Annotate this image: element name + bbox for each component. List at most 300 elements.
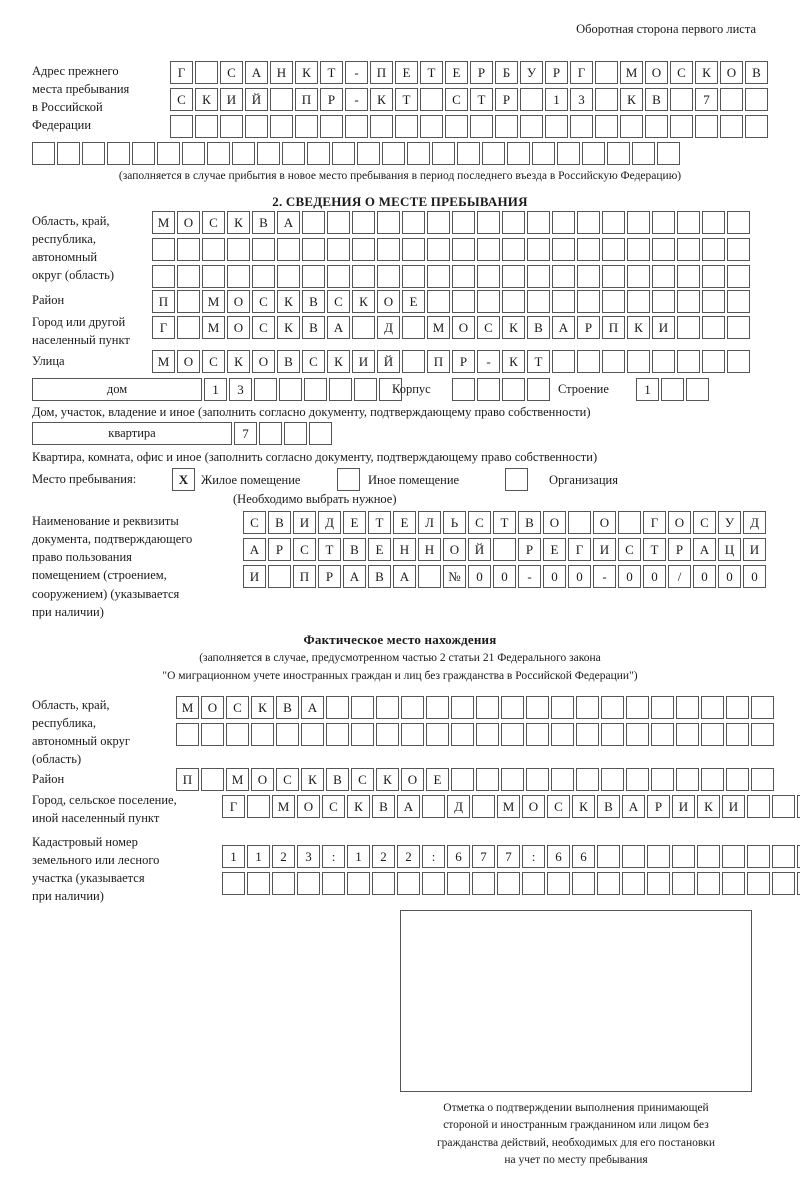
prev-address-r2-cell-9[interactable]: К (370, 88, 393, 111)
section3-region-r1-cell-18[interactable] (601, 696, 624, 719)
section2-city-cell-10[interactable]: Д (377, 316, 400, 339)
section3-district-cell-12[interactable] (451, 768, 474, 791)
section3-city-cell-4[interactable]: О (297, 795, 320, 818)
korpus-cell-3[interactable] (502, 378, 525, 401)
cadastre-r1-cell-8[interactable]: 2 (397, 845, 420, 868)
section3-city-cell-23[interactable] (772, 795, 795, 818)
section3-region-r2-cell-5[interactable] (276, 723, 299, 746)
prev-address-r3-cell-2[interactable] (195, 115, 218, 138)
doc-r1-cell-12[interactable]: В (518, 511, 541, 534)
section2-street-cell-21[interactable] (652, 350, 675, 373)
prev-address-r1-cell-20[interactable]: О (645, 61, 668, 84)
prev-address-r1-cell-21[interactable]: С (670, 61, 693, 84)
doc-r3-cell-19[interactable]: 0 (693, 565, 716, 588)
doc-r2-cell-8[interactable]: Н (418, 538, 441, 561)
korpus-cell-1[interactable] (452, 378, 475, 401)
doc-r3-cell-6[interactable]: В (368, 565, 391, 588)
doc-r2-cell-3[interactable]: С (293, 538, 316, 561)
cadastre-r2-cell-3[interactable] (272, 872, 295, 895)
section2-street-cell-4[interactable]: К (227, 350, 250, 373)
prev-address-r1-cell-12[interactable]: Е (445, 61, 468, 84)
section2-region-r3-cell-7[interactable] (302, 265, 325, 288)
cadastre-r2-cell-14[interactable] (547, 872, 570, 895)
section3-district-cell-20[interactable] (651, 768, 674, 791)
flat-cell-2[interactable] (259, 422, 282, 445)
section2-region-r3-cell-4[interactable] (227, 265, 250, 288)
section2-city-cell-4[interactable]: О (227, 316, 250, 339)
cadastre-r1-cell-3[interactable]: 2 (272, 845, 295, 868)
section2-region-r2-cell-11[interactable] (402, 238, 425, 261)
doc-r1-cell-19[interactable]: С (693, 511, 716, 534)
section2-district-cell-6[interactable]: К (277, 290, 300, 313)
section2-street-cell-16[interactable]: Т (527, 350, 550, 373)
prev-address-r3-cell-22[interactable] (695, 115, 718, 138)
section3-region-r2-cell-9[interactable] (376, 723, 399, 746)
section2-region-r1-cell-22[interactable] (677, 211, 700, 234)
cadastre-r1-cell-10[interactable]: 6 (447, 845, 470, 868)
section2-region-r2-cell-1[interactable] (152, 238, 175, 261)
section3-region-r1-cell-19[interactable] (626, 696, 649, 719)
section3-district-cell-5[interactable]: С (276, 768, 299, 791)
prev-address-r3-cell-15[interactable] (520, 115, 543, 138)
prev-address-r2-cell-13[interactable]: Т (470, 88, 493, 111)
section3-city-cell-18[interactable]: Р (647, 795, 670, 818)
prev-address-r1-cell-17[interactable]: Г (570, 61, 593, 84)
prev-address-r4-cell-22[interactable] (557, 142, 580, 165)
flat-cell-1[interactable]: 7 (234, 422, 257, 445)
section2-street-cell-20[interactable] (627, 350, 650, 373)
section3-region-r2-cell-7[interactable] (326, 723, 349, 746)
doc-r1-cell-9[interactable]: Ь (443, 511, 466, 534)
section2-region-r1-cell-18[interactable] (577, 211, 600, 234)
section2-street-cell-10[interactable]: Й (377, 350, 400, 373)
section3-region-r1-cell-10[interactable] (401, 696, 424, 719)
cadastre-r1-cell-20[interactable] (697, 845, 720, 868)
section2-city-cell-20[interactable]: К (627, 316, 650, 339)
house-cell-2[interactable]: 3 (229, 378, 252, 401)
doc-r3-cell-11[interactable]: 0 (493, 565, 516, 588)
prev-address-r3-cell-4[interactable] (245, 115, 268, 138)
section2-region-r3-cell-11[interactable] (402, 265, 425, 288)
section3-district-cell-6[interactable]: К (301, 768, 324, 791)
section3-district-cell-14[interactable] (501, 768, 524, 791)
section2-city-cell-3[interactable]: М (202, 316, 225, 339)
prev-address-r1-cell-10[interactable]: Е (395, 61, 418, 84)
section2-street-cell-2[interactable]: О (177, 350, 200, 373)
section2-district-cell-3[interactable]: М (202, 290, 225, 313)
section2-street-cell-19[interactable] (602, 350, 625, 373)
prev-address-r4-cell-1[interactable] (32, 142, 55, 165)
doc-r1-cell-18[interactable]: О (668, 511, 691, 534)
section2-city-cell-1[interactable]: Г (152, 316, 175, 339)
doc-r2-cell-5[interactable]: В (343, 538, 366, 561)
prev-address-r2-cell-1[interactable]: С (170, 88, 193, 111)
prev-address-r1-cell-6[interactable]: К (295, 61, 318, 84)
section2-region-r2-cell-10[interactable] (377, 238, 400, 261)
doc-r2-cell-2[interactable]: Р (268, 538, 291, 561)
prev-address-r4-cell-10[interactable] (257, 142, 280, 165)
section3-city-cell-22[interactable] (747, 795, 770, 818)
section3-region-r2-cell-12[interactable] (451, 723, 474, 746)
section2-region-r2-cell-24[interactable] (727, 238, 750, 261)
section3-city-cell-13[interactable]: О (522, 795, 545, 818)
section3-city-cell-16[interactable]: В (597, 795, 620, 818)
section2-street-cell-1[interactable]: М (152, 350, 175, 373)
prev-address-r3-cell-21[interactable] (670, 115, 693, 138)
section2-district-cell-10[interactable]: О (377, 290, 400, 313)
section2-district-cell-19[interactable] (602, 290, 625, 313)
section3-region-r1-cell-24[interactable] (751, 696, 774, 719)
section3-city-cell-17[interactable]: А (622, 795, 645, 818)
section3-region-r2-cell-16[interactable] (551, 723, 574, 746)
section3-region-r1-cell-5[interactable]: В (276, 696, 299, 719)
prev-address-r2-cell-4[interactable]: Й (245, 88, 268, 111)
doc-r3-cell-10[interactable]: 0 (468, 565, 491, 588)
cadastre-r1-cell-11[interactable]: 7 (472, 845, 495, 868)
doc-r2-cell-10[interactable]: Й (468, 538, 491, 561)
section2-district-cell-12[interactable] (427, 290, 450, 313)
cadastre-r1-cell-18[interactable] (647, 845, 670, 868)
prev-address-r2-cell-2[interactable]: К (195, 88, 218, 111)
section3-district-cell-24[interactable] (751, 768, 774, 791)
section2-street-cell-8[interactable]: К (327, 350, 350, 373)
prev-address-r2-cell-16[interactable]: 1 (545, 88, 568, 111)
prev-address-r2-cell-12[interactable]: С (445, 88, 468, 111)
doc-r3-cell-13[interactable]: 0 (543, 565, 566, 588)
section2-region-r1-cell-14[interactable] (477, 211, 500, 234)
cadastre-r2-cell-20[interactable] (697, 872, 720, 895)
cadastre-r1-cell-16[interactable] (597, 845, 620, 868)
prev-address-r4-cell-4[interactable] (107, 142, 130, 165)
house-cell-5[interactable] (304, 378, 327, 401)
stroenie-cells[interactable] (636, 378, 709, 401)
section2-region-r1-cell-6[interactable]: А (277, 211, 300, 234)
section3-district-cell-8[interactable]: С (351, 768, 374, 791)
section3-district-cell-3[interactable]: М (226, 768, 249, 791)
section3-region-r1-cell-6[interactable]: А (301, 696, 324, 719)
doc-r2-cell-6[interactable]: Е (368, 538, 391, 561)
section3-region-r2-cell-22[interactable] (701, 723, 724, 746)
stay-type-checkbox-organization[interactable] (505, 468, 528, 491)
prev-address-r3-cell-3[interactable] (220, 115, 243, 138)
flat-cells[interactable] (234, 422, 332, 445)
doc-r2-cell-20[interactable]: Ц (718, 538, 741, 561)
cadastre-r2-cell-19[interactable] (672, 872, 695, 895)
cadastre-r2-cell-7[interactable] (372, 872, 395, 895)
prev-address-r2-cell-5[interactable] (270, 88, 293, 111)
section2-district-cell-21[interactable] (652, 290, 675, 313)
house-cell-7[interactable] (354, 378, 377, 401)
doc-r3-cell-12[interactable]: - (518, 565, 541, 588)
doc-r1-cell-20[interactable]: У (718, 511, 741, 534)
korpus-cell-2[interactable] (477, 378, 500, 401)
section3-region-r2-cell-13[interactable] (476, 723, 499, 746)
section2-street-cell-14[interactable]: - (477, 350, 500, 373)
section2-street-cell-17[interactable] (552, 350, 575, 373)
section2-region-row-3[interactable] (152, 265, 750, 288)
cadastre-r2-cell-10[interactable] (447, 872, 470, 895)
prev-address-r4-cell-17[interactable] (432, 142, 455, 165)
section2-region-r3-cell-23[interactable] (702, 265, 725, 288)
section3-city-cell-5[interactable]: С (322, 795, 345, 818)
section2-city-cell-2[interactable] (177, 316, 200, 339)
section2-region-r1-cell-5[interactable]: В (252, 211, 275, 234)
section2-region-r1-cell-23[interactable] (702, 211, 725, 234)
prev-address-r1-cell-2[interactable] (195, 61, 218, 84)
section3-city-cell-7[interactable]: В (372, 795, 395, 818)
section2-district-cell-15[interactable] (502, 290, 525, 313)
cadastre-r1-cell-13[interactable]: : (522, 845, 545, 868)
section3-district-cell-15[interactable] (526, 768, 549, 791)
section2-region-r2-cell-14[interactable] (477, 238, 500, 261)
cadastre-r1-cell-5[interactable]: : (322, 845, 345, 868)
section2-district-cell-4[interactable]: О (227, 290, 250, 313)
prev-address-r2-cell-14[interactable]: Р (495, 88, 518, 111)
section2-city-cell-6[interactable]: К (277, 316, 300, 339)
doc-r2-cell-21[interactable]: И (743, 538, 766, 561)
section3-region-r2-cell-21[interactable] (676, 723, 699, 746)
section3-region-r2-cell-1[interactable] (176, 723, 199, 746)
cadastre-r2-cell-4[interactable] (297, 872, 320, 895)
section2-city-cell-23[interactable] (702, 316, 725, 339)
section3-district-cell-11[interactable]: Е (426, 768, 449, 791)
prev-address-r1-cell-24[interactable]: В (745, 61, 768, 84)
doc-r2-cell-14[interactable]: Г (568, 538, 591, 561)
cadastre-r2-cell-12[interactable] (497, 872, 520, 895)
doc-r3-cell-16[interactable]: 0 (618, 565, 641, 588)
cadastre-r2-cell-11[interactable] (472, 872, 495, 895)
section3-region-r1-cell-8[interactable] (351, 696, 374, 719)
doc-r1-cell-14[interactable] (568, 511, 591, 534)
prev-address-r3-cell-9[interactable] (370, 115, 393, 138)
prev-address-r1-cell-16[interactable]: Р (545, 61, 568, 84)
doc-row-1[interactable] (243, 511, 766, 534)
section2-region-r2-cell-6[interactable] (277, 238, 300, 261)
section2-district-cell-13[interactable] (452, 290, 475, 313)
section2-city-cell-16[interactable]: В (527, 316, 550, 339)
section3-region-r1-cell-15[interactable] (526, 696, 549, 719)
house-cell-6[interactable] (329, 378, 352, 401)
section2-region-r1-cell-9[interactable] (352, 211, 375, 234)
cadastre-r2-cell-22[interactable] (747, 872, 770, 895)
prev-address-row-4[interactable] (32, 142, 680, 165)
prev-address-r3-cell-17[interactable] (570, 115, 593, 138)
section3-city-cell-14[interactable]: С (547, 795, 570, 818)
doc-r2-cell-9[interactable]: О (443, 538, 466, 561)
doc-r1-cell-1[interactable]: С (243, 511, 266, 534)
section3-region-r2-cell-2[interactable] (201, 723, 224, 746)
section2-region-r2-cell-2[interactable] (177, 238, 200, 261)
house-cell-1[interactable]: 1 (204, 378, 227, 401)
section3-district-cell-21[interactable] (676, 768, 699, 791)
section2-city-cell-13[interactable]: О (452, 316, 475, 339)
doc-r1-cell-6[interactable]: Т (368, 511, 391, 534)
section2-street-cell-22[interactable] (677, 350, 700, 373)
prev-address-r1-cell-9[interactable]: П (370, 61, 393, 84)
cadastre-r2-cell-13[interactable] (522, 872, 545, 895)
section3-region-r1-cell-17[interactable] (576, 696, 599, 719)
section2-region-r2-cell-15[interactable] (502, 238, 525, 261)
section2-city-cell-21[interactable]: И (652, 316, 675, 339)
prev-address-r1-cell-14[interactable]: Б (495, 61, 518, 84)
korpus-cell-4[interactable] (527, 378, 550, 401)
cadastre-r1-cell-12[interactable]: 7 (497, 845, 520, 868)
prev-address-row-2[interactable] (170, 88, 768, 111)
doc-r3-cell-5[interactable]: А (343, 565, 366, 588)
doc-r1-cell-16[interactable] (618, 511, 641, 534)
cadastre-r1-cell-7[interactable]: 2 (372, 845, 395, 868)
prev-address-r3-cell-5[interactable] (270, 115, 293, 138)
prev-address-r1-cell-15[interactable]: У (520, 61, 543, 84)
doc-row-2[interactable] (243, 538, 766, 561)
section2-region-r3-cell-20[interactable] (627, 265, 650, 288)
section2-city-cell-11[interactable] (402, 316, 425, 339)
cadastre-r1-cell-22[interactable] (747, 845, 770, 868)
doc-r1-cell-11[interactable]: Т (493, 511, 516, 534)
prev-address-r4-cell-25[interactable] (632, 142, 655, 165)
section3-city-cell-21[interactable]: И (722, 795, 745, 818)
prev-address-r1-cell-7[interactable]: Т (320, 61, 343, 84)
section3-region-r2-cell-3[interactable] (226, 723, 249, 746)
section2-district-cell-14[interactable] (477, 290, 500, 313)
prev-address-r4-cell-18[interactable] (457, 142, 480, 165)
prev-address-r2-cell-10[interactable]: Т (395, 88, 418, 111)
prev-address-r3-cell-10[interactable] (395, 115, 418, 138)
section2-region-r2-cell-5[interactable] (252, 238, 275, 261)
cadastre-r2-cell-16[interactable] (597, 872, 620, 895)
prev-address-r3-cell-23[interactable] (720, 115, 743, 138)
section3-region-r2-cell-23[interactable] (726, 723, 749, 746)
section3-district-row[interactable] (176, 768, 774, 791)
section2-district-cell-5[interactable]: С (252, 290, 275, 313)
section2-city-cell-17[interactable]: А (552, 316, 575, 339)
section2-region-r2-cell-19[interactable] (602, 238, 625, 261)
prev-address-r3-cell-20[interactable] (645, 115, 668, 138)
cadastre-r2-cell-2[interactable] (247, 872, 270, 895)
section2-region-r3-cell-13[interactable] (452, 265, 475, 288)
section3-district-cell-2[interactable] (201, 768, 224, 791)
prev-address-r1-cell-1[interactable]: Г (170, 61, 193, 84)
section3-city-cell-11[interactable] (472, 795, 495, 818)
doc-r3-cell-8[interactable] (418, 565, 441, 588)
doc-r3-cell-4[interactable]: Р (318, 565, 341, 588)
prev-address-r4-cell-21[interactable] (532, 142, 555, 165)
section2-street-cell-18[interactable] (577, 350, 600, 373)
doc-r3-cell-20[interactable]: 0 (718, 565, 741, 588)
doc-r3-cell-2[interactable] (268, 565, 291, 588)
section2-region-r3-cell-10[interactable] (377, 265, 400, 288)
doc-r2-cell-15[interactable]: И (593, 538, 616, 561)
section2-region-r1-cell-7[interactable] (302, 211, 325, 234)
doc-r2-cell-17[interactable]: Т (643, 538, 666, 561)
prev-address-r4-cell-13[interactable] (332, 142, 355, 165)
prev-address-r3-cell-1[interactable] (170, 115, 193, 138)
stay-type-checkbox-other[interactable] (337, 468, 360, 491)
section3-city-cell-1[interactable]: Г (222, 795, 245, 818)
section2-region-r1-cell-12[interactable] (427, 211, 450, 234)
prev-address-r2-cell-21[interactable] (670, 88, 693, 111)
section3-district-cell-22[interactable] (701, 768, 724, 791)
section2-region-r2-cell-3[interactable] (202, 238, 225, 261)
doc-r2-cell-16[interactable]: С (618, 538, 641, 561)
house-cell-3[interactable] (254, 378, 277, 401)
doc-r3-cell-1[interactable]: И (243, 565, 266, 588)
section2-region-row-1[interactable] (152, 211, 750, 234)
section3-region-r1-cell-7[interactable] (326, 696, 349, 719)
prev-address-r1-cell-18[interactable] (595, 61, 618, 84)
doc-r3-cell-3[interactable]: П (293, 565, 316, 588)
section3-city-cell-2[interactable] (247, 795, 270, 818)
section2-street-cell-7[interactable]: С (302, 350, 325, 373)
section3-region-r1-cell-23[interactable] (726, 696, 749, 719)
cadastre-r1-cell-6[interactable]: 1 (347, 845, 370, 868)
cadastre-r1-cell-2[interactable]: 1 (247, 845, 270, 868)
prev-address-r2-cell-19[interactable]: К (620, 88, 643, 111)
prev-address-r2-cell-22[interactable]: 7 (695, 88, 718, 111)
doc-r3-cell-15[interactable]: - (593, 565, 616, 588)
section3-region-r1-cell-11[interactable] (426, 696, 449, 719)
section2-district-cell-7[interactable]: В (302, 290, 325, 313)
doc-r2-cell-18[interactable]: Р (668, 538, 691, 561)
prev-address-r3-cell-6[interactable] (295, 115, 318, 138)
section2-district-row[interactable] (152, 290, 750, 313)
cadastre-r2-cell-8[interactable] (397, 872, 420, 895)
section3-region-r1-cell-9[interactable] (376, 696, 399, 719)
section2-region-r2-cell-18[interactable] (577, 238, 600, 261)
section2-region-r3-cell-14[interactable] (477, 265, 500, 288)
section3-region-r2-cell-14[interactable] (501, 723, 524, 746)
doc-r1-cell-15[interactable]: О (593, 511, 616, 534)
doc-r3-cell-21[interactable]: 0 (743, 565, 766, 588)
prev-address-r2-cell-11[interactable] (420, 88, 443, 111)
section3-region-r2-cell-6[interactable] (301, 723, 324, 746)
section2-region-r3-cell-8[interactable] (327, 265, 350, 288)
section2-street-cell-24[interactable] (727, 350, 750, 373)
section2-region-r1-cell-2[interactable]: О (177, 211, 200, 234)
section3-district-cell-23[interactable] (726, 768, 749, 791)
section2-street-cell-11[interactable] (402, 350, 425, 373)
section3-region-r2-cell-20[interactable] (651, 723, 674, 746)
cadastre-r2-cell-9[interactable] (422, 872, 445, 895)
doc-r1-cell-5[interactable]: Е (343, 511, 366, 534)
section3-district-cell-10[interactable]: О (401, 768, 424, 791)
section2-city-cell-8[interactable]: А (327, 316, 350, 339)
section2-district-cell-22[interactable] (677, 290, 700, 313)
section2-street-cell-12[interactable]: П (427, 350, 450, 373)
prev-address-r4-cell-12[interactable] (307, 142, 330, 165)
flat-cell-3[interactable] (284, 422, 307, 445)
section2-district-cell-11[interactable]: Е (402, 290, 425, 313)
section3-city-cell-10[interactable]: Д (447, 795, 470, 818)
prev-address-r4-cell-14[interactable] (357, 142, 380, 165)
doc-r2-cell-7[interactable]: Н (393, 538, 416, 561)
section2-street-cell-6[interactable]: В (277, 350, 300, 373)
prev-address-r4-cell-9[interactable] (232, 142, 255, 165)
prev-address-r3-cell-11[interactable] (420, 115, 443, 138)
cadastre-r2-cell-1[interactable] (222, 872, 245, 895)
section3-city-cell-3[interactable]: М (272, 795, 295, 818)
house-cells[interactable] (204, 378, 402, 401)
section2-city-cell-12[interactable]: М (427, 316, 450, 339)
section2-street-cell-15[interactable]: К (502, 350, 525, 373)
cadastre-r1-cell-17[interactable] (622, 845, 645, 868)
section2-region-r3-cell-5[interactable] (252, 265, 275, 288)
doc-r2-cell-13[interactable]: Е (543, 538, 566, 561)
section3-region-r2-cell-19[interactable] (626, 723, 649, 746)
prev-address-r1-cell-8[interactable]: - (345, 61, 368, 84)
stroenie-cell-1[interactable]: 1 (636, 378, 659, 401)
section3-region-r2-cell-17[interactable] (576, 723, 599, 746)
